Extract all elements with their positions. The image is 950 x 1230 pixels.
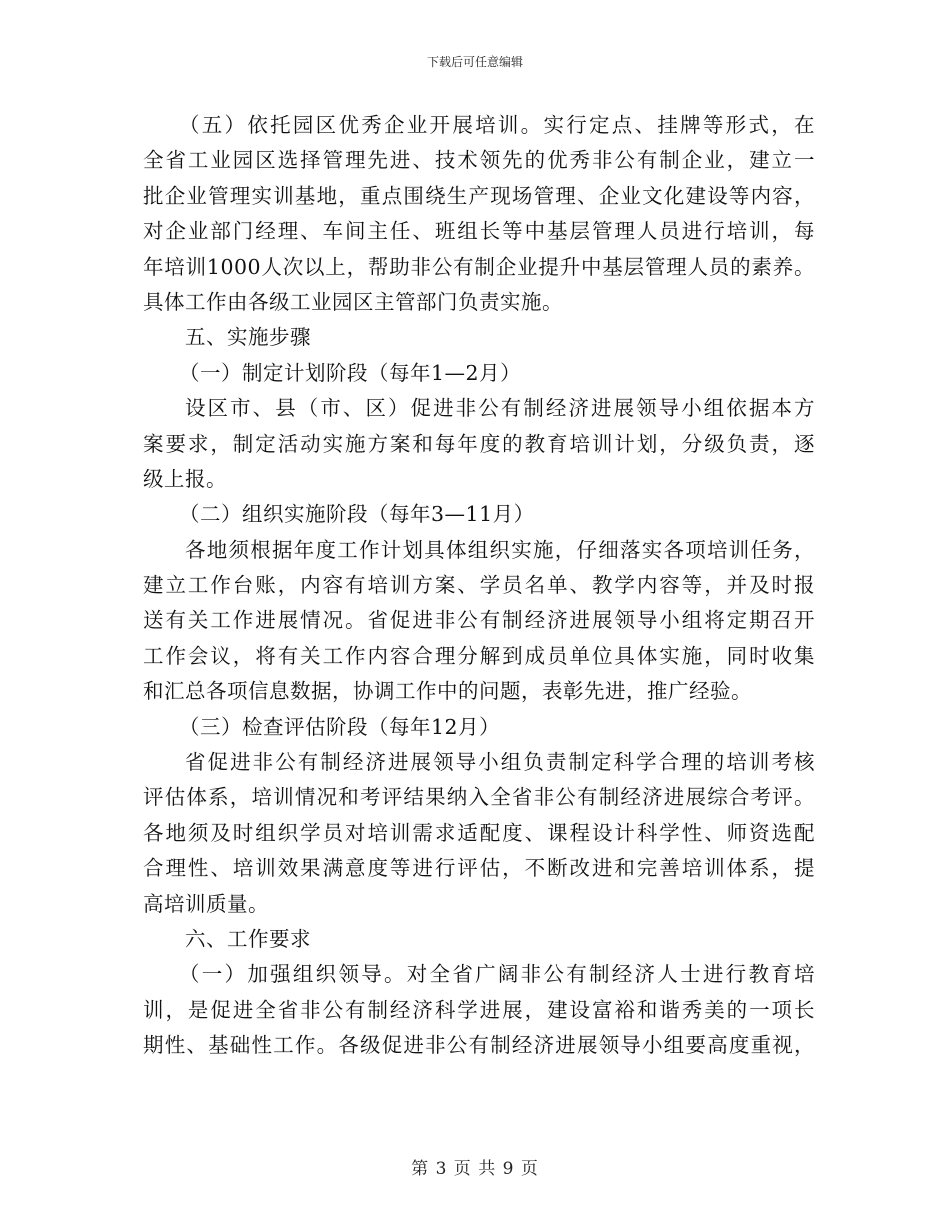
section-heading: 五、实施步骤 bbox=[185, 325, 311, 350]
paragraph-line: 全省工业园区选择管理先进、技术领先的优秀非公有制企业，建立一 bbox=[143, 148, 815, 173]
subsection-heading: （三）检查评估阶段（每年12月） bbox=[179, 714, 501, 739]
paragraph-line: 训，是促进全省非公有制经济科学进展，建设富裕和谐秀美的一项长 bbox=[143, 997, 815, 1022]
paragraph-line: 各地须及时组织学员对培训需求适配度、课程设计科学性、师资选配 bbox=[143, 820, 815, 845]
paragraph-line: （一）加强组织领导。对全省广阔非公有制经济人士进行教育培 bbox=[179, 962, 815, 987]
section-heading: 六、工作要求 bbox=[185, 926, 311, 951]
paragraph-line: 工作会议，将有关工作内容合理分解到成员单位具体实施，同时收集 bbox=[143, 643, 815, 668]
page-header: 下载后可任意编辑 bbox=[426, 55, 523, 69]
paragraph-line: 和汇总各项信息数据，协调工作中的问题，表彰先进，推广经验。 bbox=[143, 679, 752, 704]
paragraph-line: 对企业部门经理、车间主任、班组长等中基层管理人员进行培训，每 bbox=[143, 219, 815, 244]
paragraph-line: 设区市、县（市、区）促进非公有制经济进展领导小组依据本方 bbox=[185, 396, 815, 421]
paragraph-line: 案要求，制定活动实施方案和每年度的教育培训计划，分级负责，逐 bbox=[143, 431, 815, 456]
paragraph-line: 合理性、培训效果满意度等进行评估，不断改进和完善培训体系，提 bbox=[143, 856, 815, 881]
paragraph-line: 高培训质量。 bbox=[143, 891, 269, 916]
paragraph-line: 年培训1000人次以上，帮助非公有制企业提升中基层管理人员的素养。 bbox=[143, 254, 815, 279]
subsection-heading: （一）制定计划阶段（每年1—2月） bbox=[179, 360, 522, 385]
page-number-footer: 第 3 页 共 9 页 bbox=[411, 1159, 539, 1179]
paragraph-line: 期性、基础性工作。各级促进非公有制经济进展领导小组要高度重视， bbox=[143, 1033, 815, 1058]
paragraph-line: 送有关工作进展情况。省促进非公有制经济进展领导小组将定期召开 bbox=[143, 608, 815, 633]
paragraph-line: 各地须根据年度工作计划具体组织实施，仔细落实各项培训任务， bbox=[185, 537, 815, 562]
paragraph-line: 评估体系，培训情况和考评结果纳入全省非公有制经济进展综合考评。 bbox=[143, 785, 815, 810]
paragraph-line: 批企业管理实训基地，重点围绕生产现场管理、企业文化建设等内容， bbox=[143, 183, 815, 208]
document-body bbox=[143, 108, 815, 1064]
paragraph-line: 建立工作台账，内容有培训方案、学员名单、教学内容等，并及时报 bbox=[143, 573, 815, 598]
paragraph-line: 级上报。 bbox=[143, 466, 227, 491]
subsection-heading: （二）组织实施阶段（每年3—11月） bbox=[179, 502, 535, 527]
paragraph-line: 具体工作由各级工业园区主管部门负责实施。 bbox=[143, 289, 563, 314]
paragraph-line: （五）依托园区优秀企业开展培训。实行定点、挂牌等形式，在 bbox=[179, 113, 815, 137]
paragraph-line: 省促进非公有制经济进展领导小组负责制定科学合理的培训考核 bbox=[185, 750, 815, 775]
